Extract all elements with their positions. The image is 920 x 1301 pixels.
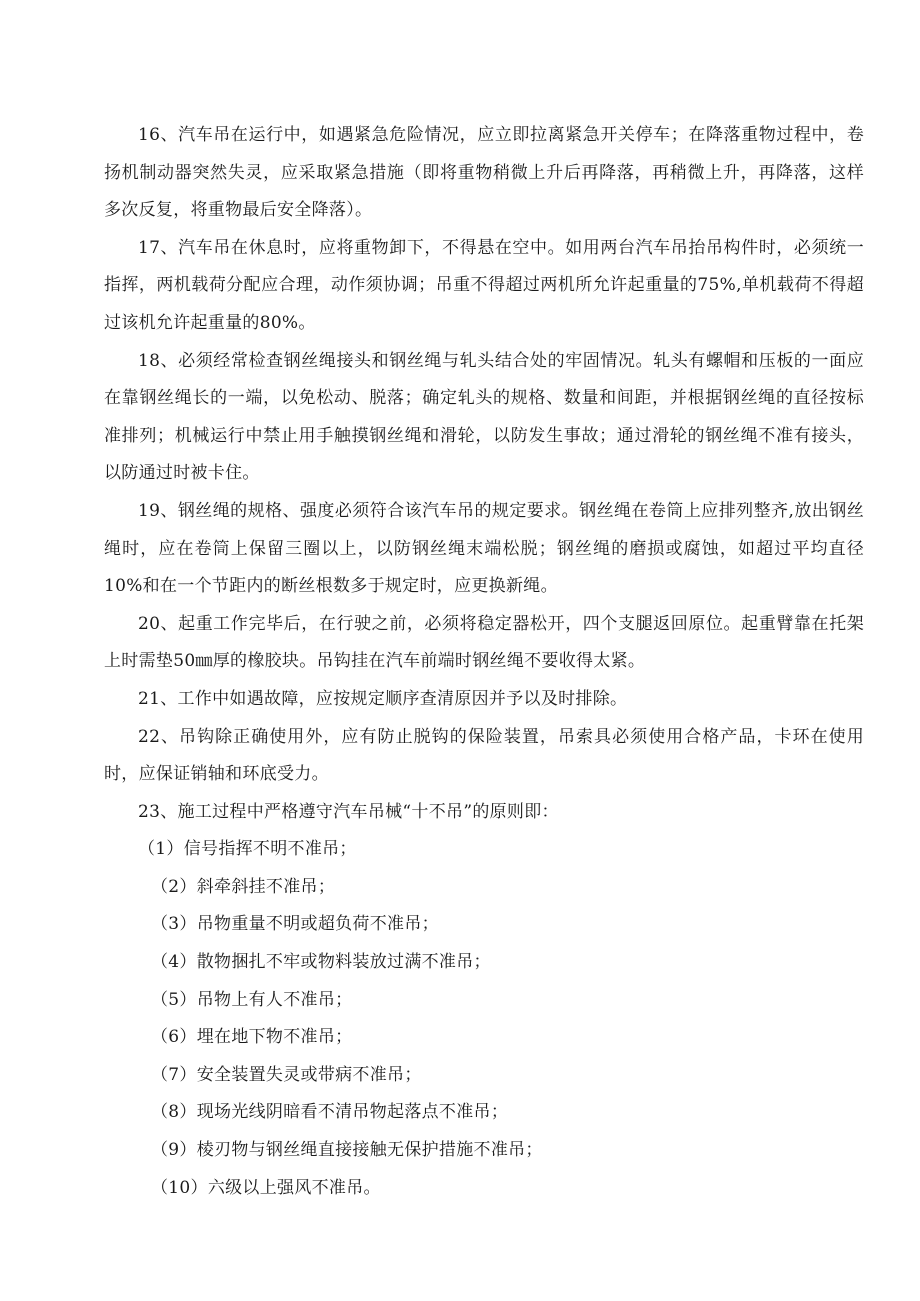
paragraph-22: 22、吊钩除正确使用外，应有防止脱钩的保险装置，吊索具必须使用合格产品，卡环在使用时，应保证销轴和环底受力。 xyxy=(104,726,864,785)
rule-item-8: （8）现场光线阴暗看不清吊物起落点不准吊； xyxy=(151,1102,509,1123)
rule-item-3: （3）吊物重量不明或超负荷不准吊； xyxy=(151,914,439,935)
rule-item-7: （7）安全装置失灵或带病不准吊； xyxy=(151,1064,422,1085)
rule-item-1: （1）信号指挥不明不准吊； xyxy=(138,839,357,860)
paragraph-21: 21、工作中如遇故障，应按规定顺序查清原因并予以及时排除。 xyxy=(138,688,628,709)
paragraph-20: 20、起重工作完毕后，在行驶之前，必须将稳定器松开，四个支腿返回原位。起重臂靠在托架上时需垫50㎜厚的橡胶块。吊钩挂在汽车前端时钢丝绳不要收得太紧。 xyxy=(104,613,864,672)
rule-item-6: （6）埋在地下物不准吊； xyxy=(151,1027,353,1048)
paragraph-23: 23、施工过程中严格遵守汽车吊械“十不吊”的原则即： xyxy=(138,801,559,822)
paragraph-16: 16、汽车吊在运行中，如遇紧急危险情况，应立即拉离紧急开关停车；在降落重物过程中，卷扬机制动器突然失灵，应采取紧急措施（即将重物稍微上升后再降落，再稍微上升，再降落，这样多次反复，将重物最后安全降落）。 xyxy=(104,125,864,221)
rule-item-9: （9）棱刃物与钢丝绳直接接触无保护措施不准吊； xyxy=(151,1140,543,1161)
paragraph-17: 17、汽车吊在休息时，应将重物卸下，不得悬在空中。如用两台汽车吊抬吊构件时，必须统一指挥，两机载荷分配应合理，动作须协调；吊重不得超过两机所允许起重量的75%,单机载荷不得超过该机允许起重量的80%。 xyxy=(104,237,864,333)
paragraph-18: 18、必须经常检查钢丝绳接头和钢丝绳与轧头结合处的牢固情况。轧头有螺帽和压板的一面应在靠钢丝绳长的一端，以免松动、脱落；确定轧头的规格、数量和间距，并根据钢丝绳的直径按标准排列；机械运行中禁止用手触摸钢丝绳和滑轮，以防发生事故；通过滑轮的钢丝绳不准有接头，以防通过时被卡住。 xyxy=(104,350,864,484)
rule-item-5: （5）吊物上有人不准吊； xyxy=(151,989,353,1010)
paragraph-19: 19、钢丝绳的规格、强度必须符合该汽车吊的规定要求。钢丝绳在卷筒上应排列整齐,放出钢丝绳时，应在卷筒上保留三圈以上，以防钢丝绳末端松脱；钢丝绳的磨损或腐蚀，如超过平均直径10%和在一个节距内的断丝根数多于规定时，应更换新绳。 xyxy=(104,500,864,597)
ten-no-lift-rules-list xyxy=(104,831,864,1207)
rule-item-2: （2）斜牵斜挂不准吊； xyxy=(151,876,336,897)
rule-item-10: （10）六级以上强风不准吊。 xyxy=(151,1177,381,1198)
document-body xyxy=(104,117,864,1207)
rule-item-4: （4）散物捆扎不牢或物料装放过满不准吊； xyxy=(151,952,491,973)
